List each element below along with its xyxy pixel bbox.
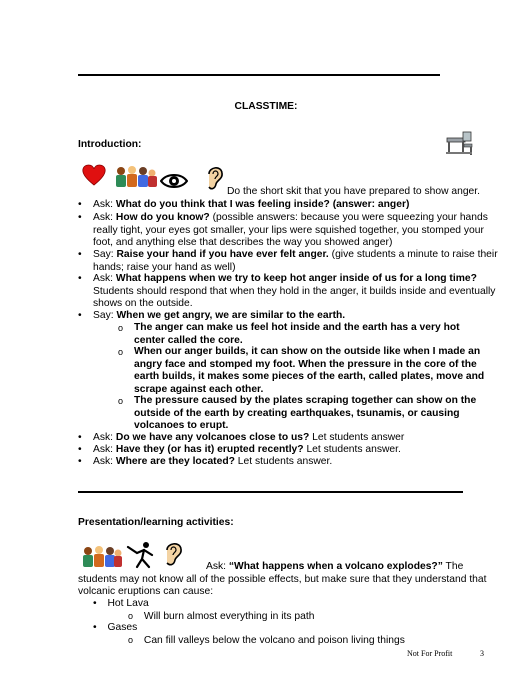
bullet-prefix: Ask: — [93, 444, 116, 455]
bullet-dot: • — [78, 212, 82, 223]
desk-icon — [444, 130, 474, 158]
top-rule — [78, 74, 440, 76]
bullet-dot: • — [78, 249, 82, 260]
bullet-bold: When we get angry, we are similar to the earth. — [116, 310, 346, 321]
skit-text: Do the short skit that you have prepared to show anger. — [227, 186, 480, 197]
presentation-ask — [78, 561, 498, 599]
item-sub-text: Will burn almost everything in its path — [143, 611, 315, 622]
students-icon — [114, 165, 158, 189]
bullet-bold: Where are they located? — [115, 456, 235, 467]
bullet-dot: • — [78, 273, 82, 284]
bullet-dot: • — [78, 444, 82, 455]
ask-prefix: Ask: — [206, 561, 229, 572]
bullet-bold: Have they (or has it) erupted recently? — [115, 444, 304, 455]
bullet-dot: • — [78, 199, 82, 210]
list-item — [78, 273, 498, 311]
sub-list-item — [128, 634, 405, 648]
sub-bullet-text: The pressure caused by the plates scraping together can show on the outside of the earth by creating earthquakes, tsunamis, or causing volcanoes to erupt. — [134, 395, 477, 432]
ear-icon — [205, 164, 225, 192]
list-item — [78, 444, 498, 457]
sub-bullet-dot: o — [128, 611, 134, 621]
bullet-text: Let students answer. — [303, 444, 401, 455]
item-label: Hot Lava — [107, 598, 149, 609]
sub-bullet-dot: o — [118, 323, 124, 333]
bullet-bold: Do we have any volcanoes close to us? — [115, 432, 310, 443]
sub-bullet-text: The anger can make us feel hot inside and the earth has a very hot center called the core. — [134, 322, 460, 346]
sub-list-item — [128, 610, 314, 624]
intro-heading: Introduction: — [78, 139, 142, 150]
bullet-dot: • — [93, 622, 97, 633]
sub-list-item — [118, 395, 488, 433]
heart-icon — [81, 163, 107, 187]
bullet-bold: Raise your hand if you have ever felt anger. — [116, 249, 329, 260]
bullet-dot: • — [78, 456, 82, 467]
sub-bullet-dot: o — [118, 396, 124, 406]
list-item — [78, 310, 498, 323]
bullet-dot: • — [78, 310, 82, 321]
sub-bullet-text: When our anger builds, it can show on the outside like when I made an angry face and stomped my foot. When the pressure in the core of the earth builds, it makes some pieces of the earth, called plates, move and scrape against each other. — [134, 346, 485, 395]
page-number: 3 — [480, 649, 484, 658]
bullet-text: Let students answer — [309, 432, 405, 443]
list-item — [93, 622, 137, 635]
bullet-prefix: Say: — [93, 249, 117, 260]
ask-text: The students may not know all of the possible effects, but make sure that they understand that volcanic eruptions can cause: — [78, 561, 487, 598]
footer-text: Not For Profit — [407, 649, 453, 658]
sub-list-item — [118, 322, 488, 347]
sub-bullet-dot: o — [128, 635, 134, 645]
bullet-bold: What happens when we try to keep hot anger inside of us for a long time? — [115, 273, 477, 284]
list-item — [78, 249, 498, 274]
bullet-bold: How do you know? — [115, 212, 210, 223]
bullet-text: Let students answer. — [234, 456, 333, 467]
ask-question: “What happens when a volcano explodes?” — [228, 561, 443, 572]
bullet-bold: What do you think that I was feeling inside? (answer: anger) — [115, 199, 410, 210]
sub-bullet-dot: o — [118, 347, 124, 357]
sub-list-item — [118, 346, 488, 396]
bullet-text: Students should respond that when they hold in the anger, it builds inside and eventually shows on the outside. — [93, 285, 496, 310]
item-sub-text: Can fill valleys below the volcano and poison living things — [143, 635, 405, 646]
bullet-prefix: Ask: — [93, 212, 116, 223]
bullet-prefix: Ask: — [93, 273, 116, 284]
list-item — [78, 212, 498, 250]
list-item — [78, 456, 498, 469]
presentation-heading: Presentation/learning activities: — [78, 517, 234, 528]
bullet-dot: • — [78, 432, 82, 443]
bullet-prefix: Ask: — [93, 432, 116, 443]
bullet-text: (give students a minute to raise their hands; raise your hand as well) — [93, 249, 498, 273]
bullet-prefix: Say: — [93, 310, 117, 321]
bullet-text: (possible answers: because you were squeezing your hands really tight, your eyes got smaller, your lips were squished together, you stomped your foot, and anything else that describes the way you showed anger) — [93, 212, 488, 249]
list-item — [78, 199, 498, 212]
bullet-prefix: Ask: — [93, 199, 116, 210]
section-rule — [78, 491, 463, 493]
page-title: CLASSTIME: — [234, 101, 298, 112]
item-label: Gases — [107, 622, 138, 633]
list-item — [93, 598, 149, 611]
bullet-prefix: Ask: — [93, 456, 116, 467]
bullet-dot: • — [93, 598, 97, 609]
list-item — [78, 432, 498, 445]
eye-icon — [160, 172, 188, 190]
